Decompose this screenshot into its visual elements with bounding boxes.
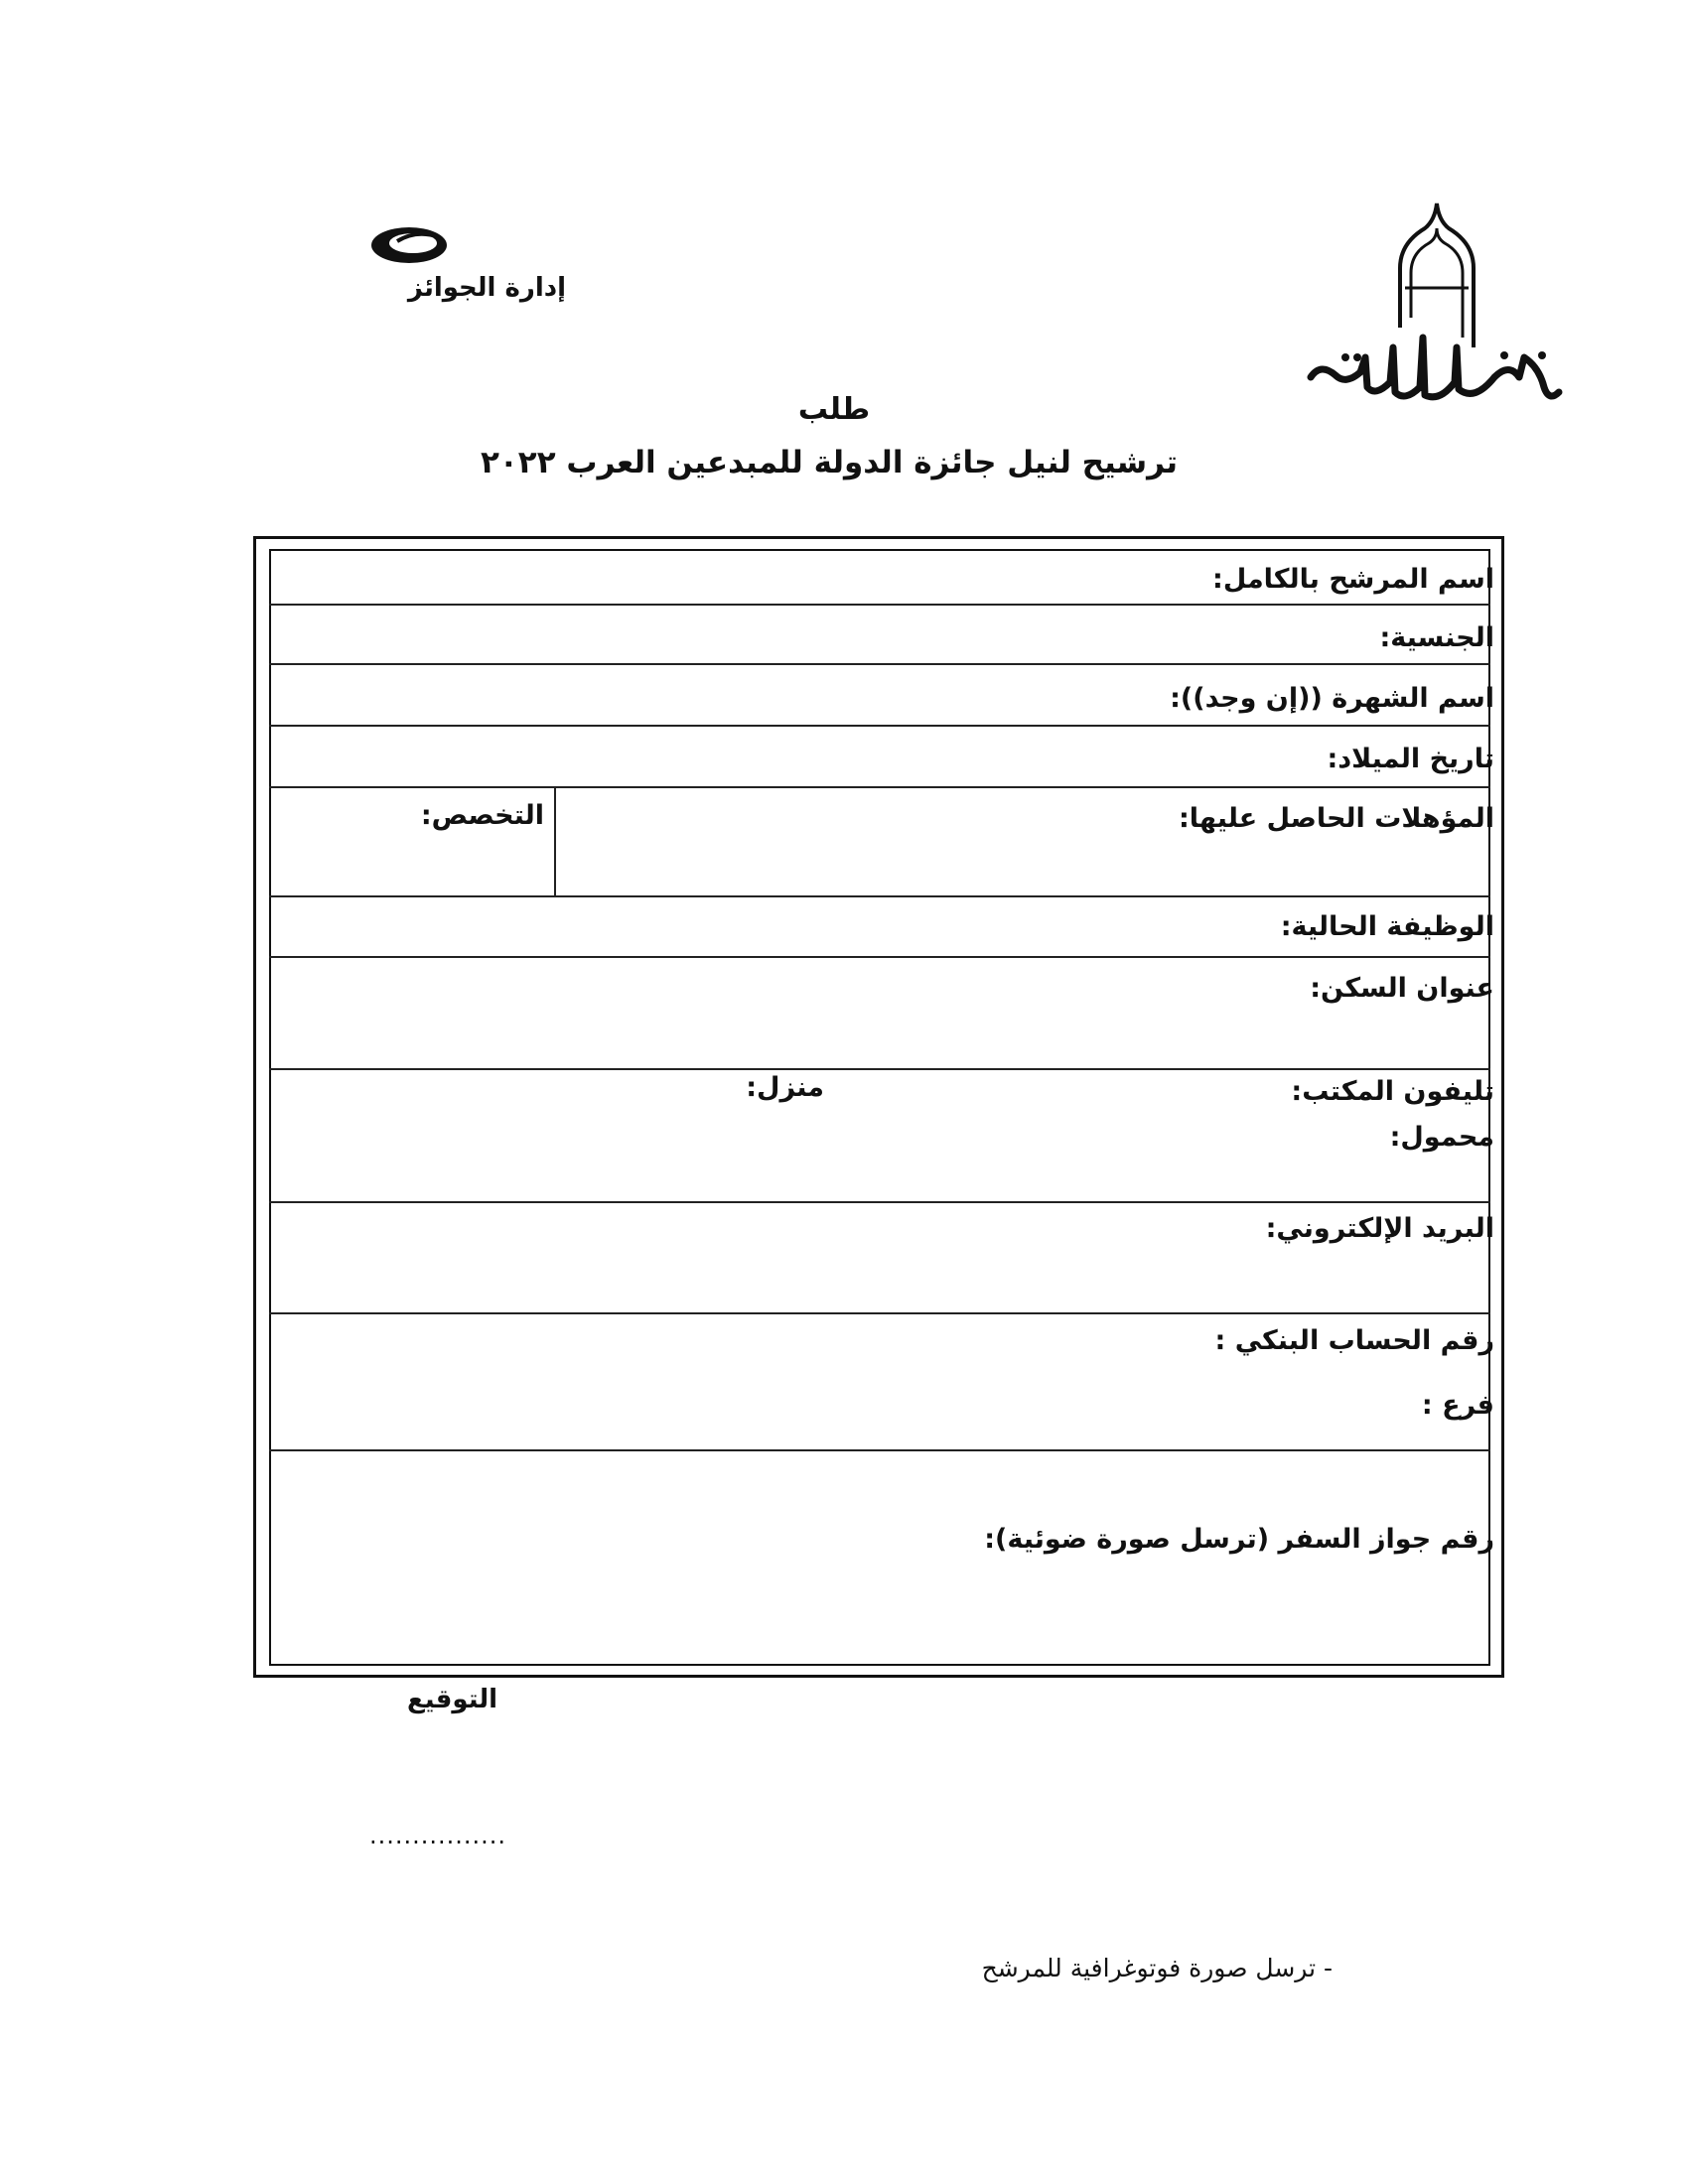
row-divider (269, 895, 1490, 897)
row-divider (269, 786, 1490, 788)
mobile-field[interactable]: محمول: (1389, 1122, 1494, 1153)
bank-account-field[interactable]: رقم الحساب البنكي : (1214, 1325, 1494, 1356)
signature-line[interactable]: ................ (369, 1822, 507, 1849)
row-divider (269, 956, 1490, 958)
council-logo (1306, 199, 1564, 417)
qualifications-divider (554, 786, 556, 895)
row-divider (269, 663, 1490, 665)
email-field[interactable]: البريد الإلكتروني: (1265, 1213, 1494, 1244)
signature-label: التوقيع (407, 1685, 497, 1714)
row-divider (269, 725, 1490, 727)
nationality-field[interactable]: الجنسية: (1379, 622, 1494, 653)
awards-logo-text: إدارة الجوائز (407, 273, 566, 303)
specialization-field[interactable]: التخصص: (420, 800, 544, 831)
birth-date-field[interactable]: تاريخ الميلاد: (1327, 744, 1494, 774)
current-job-field[interactable]: الوظيفة الحالية: (1280, 911, 1494, 942)
awards-department-logo (357, 223, 566, 303)
address-field[interactable]: عنوان السكن: (1310, 973, 1494, 1004)
passport-field[interactable]: رقم جواز السفر (ترسل صورة ضوئية): (984, 1524, 1494, 1555)
photo-note: - ترسل صورة فوتوغرافية للمرشح (981, 1954, 1333, 1982)
home-phone-field[interactable]: منزل: (746, 1072, 824, 1103)
fame-name-field[interactable]: اسم الشهرة ((إن وجد)): (1170, 683, 1494, 714)
branch-field[interactable]: فرع : (1421, 1390, 1494, 1421)
row-divider (269, 604, 1490, 606)
office-phone-field[interactable]: تليفون المكتب: (1291, 1076, 1494, 1107)
full-name-field[interactable]: اسم المرشح بالكامل: (1212, 564, 1494, 595)
row-divider (269, 1201, 1490, 1203)
form-title: طلب (797, 392, 871, 427)
form-subtitle: ترشيح لنيل جائزة الدولة للمبدعين العرب ٢٠٢٢ (480, 445, 1179, 480)
row-divider (269, 1068, 1490, 1070)
qualifications-field[interactable]: المؤهلات الحاصل عليها: (1178, 803, 1494, 834)
form-inner-border (269, 549, 1490, 1666)
row-divider (269, 1449, 1490, 1451)
row-divider (269, 1312, 1490, 1314)
